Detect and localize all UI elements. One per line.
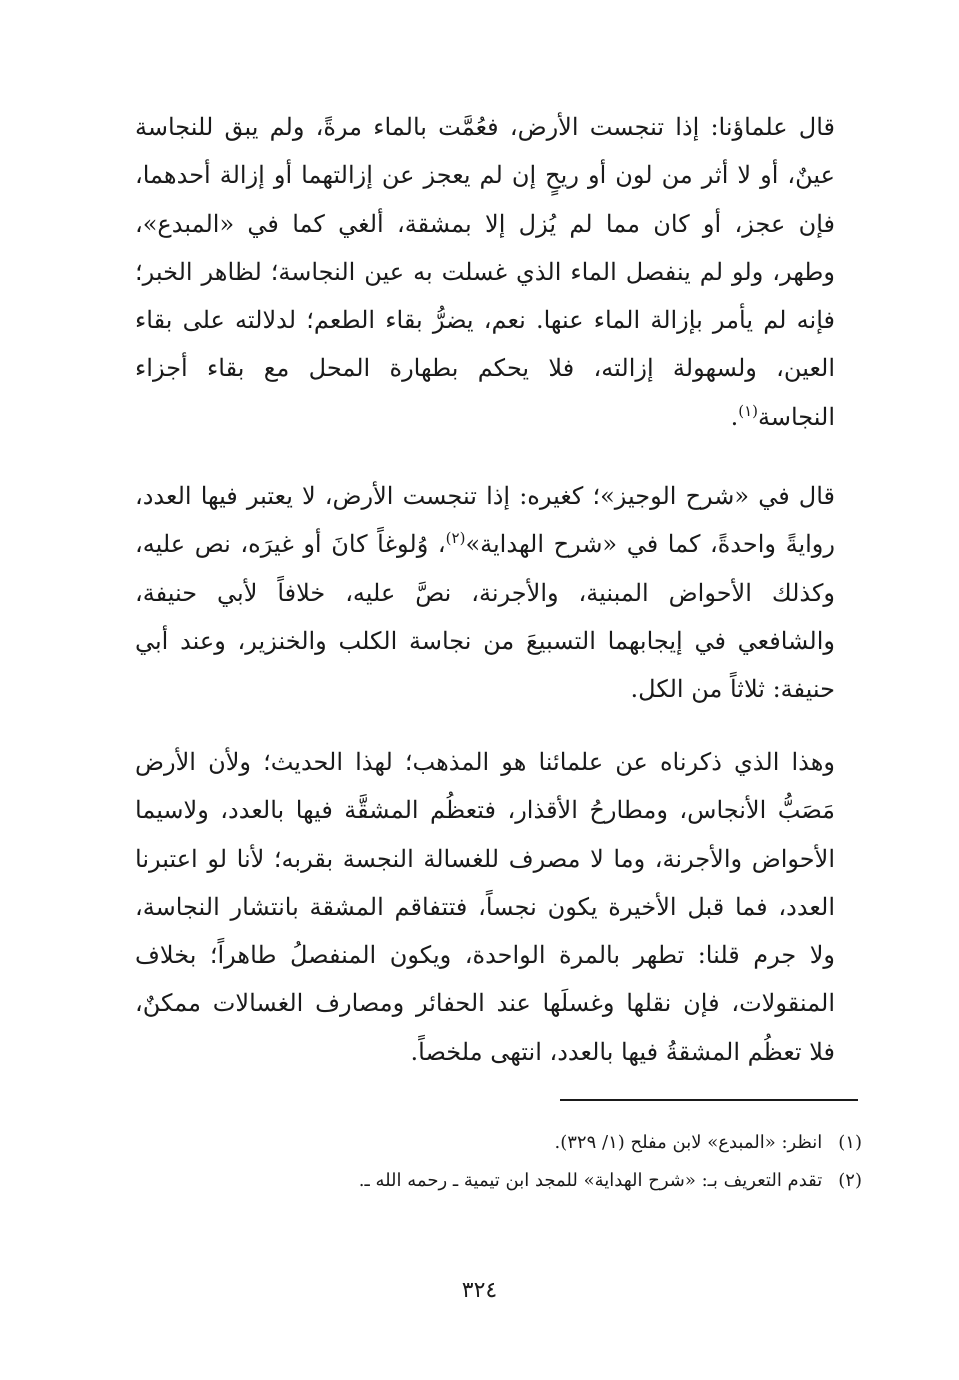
footnote-separator <box>560 1099 858 1101</box>
paragraph-2 <box>135 472 835 713</box>
footnote-2 <box>200 1162 862 1200</box>
paragraph-1-text: قال علماؤنا: إذا تنجست الأرض، فعُمَّت بالماء مرةً، ولم يبق للنجاسة عينٌ، أو لا أثر من لون أو ريحٍ إن لم يعجز عن إزالتهما أو إزالة أحدهما، فإن عجز، أو كان مما لم يُزل إلا بمشقة، ألغي كما في «المبدع»، وطهر، ولو لم ينفصل الماء الذي غسلت به عين النجاسة؛ لظاهر الخبر؛ فإنه لم يأمر بإزالة الماء عنها. نعم، يضرُّ بقاء الطعم؛ لدلالته على بقاء العين، ولسهولة إزالته، فلا يحكم بطهارة المحل مع بقاء أجزاء النجاسة <box>135 113 836 431</box>
paragraph-1 <box>135 103 835 441</box>
footnote-2-text: تقدم التعريف بـ: «شرح الهداية» للمجد ابن تيمية ـ رحمه الله ـ. <box>358 1170 823 1191</box>
page-number: ٣٢٤ <box>461 1278 498 1303</box>
footnote-ref-2: (٢) <box>445 529 466 548</box>
footnote-ref-1: (١) <box>738 401 758 420</box>
footnote-1-text: انظر: «المبدع» لابن مفلح (١/ ٣٢٩). <box>554 1132 823 1153</box>
footnote-1-number: (١) <box>838 1132 862 1153</box>
footnote-1 <box>200 1124 862 1162</box>
paragraph-2-text: قال في «شرح الوجيز»؛ كغيره: إذا تنجست الأرض، لا يعتبر فيها العدد، روايةً واحدةً، كما في «شرح الهداية» <box>135 482 835 559</box>
paragraph-2-tail: ، وُلوغاً كانَ أو غيرَه، نص عليه، وكذلك الأحواض المبنية، والأجرنة، نصَّ عليه، خلافاً لأبي حنيفة، والشافعي في إيجابهما التسبيعَ من نجاسة الكلب والخنزير، وعند أبي حنيفة: ثلاثاً من الكل. <box>135 530 835 704</box>
footnote-2-number: (٢) <box>838 1170 862 1191</box>
paragraph-3 <box>135 738 835 1076</box>
paragraph-1-tail: . <box>730 402 739 431</box>
footnotes <box>200 1124 862 1200</box>
paragraph-3-text: وهذا الذي ذكرناه عن علمائنا هو المذهب؛ لهذا الحديث؛ ولأن الأرض مَصَبُّ الأنجاس، ومطارحُ الأقذار، فتعظُم المشقَّة فيها بالعدد، ولاسيما الأحواض والأجرنة، وما لا مصرف للغسالة النجسة بقربه؛ لأنا لو اعتبرنا العدد، فما قبل الأخيرة يكون نجساً، فتتفاقم المشقة بانتشار النجاسة، ولا جرم قلنا: تطهر بالمرة الواحدة، ويكون المنفصلُ طاهراً؛ بخلاف المنقولات، فإن نقلها وغسلَها عند الحفائر ومصارف الغسالات ممكنٌ، فلا تعظُم المشقةُ فيها بالعدد، انتهى ملخصاً. <box>135 748 835 1066</box>
